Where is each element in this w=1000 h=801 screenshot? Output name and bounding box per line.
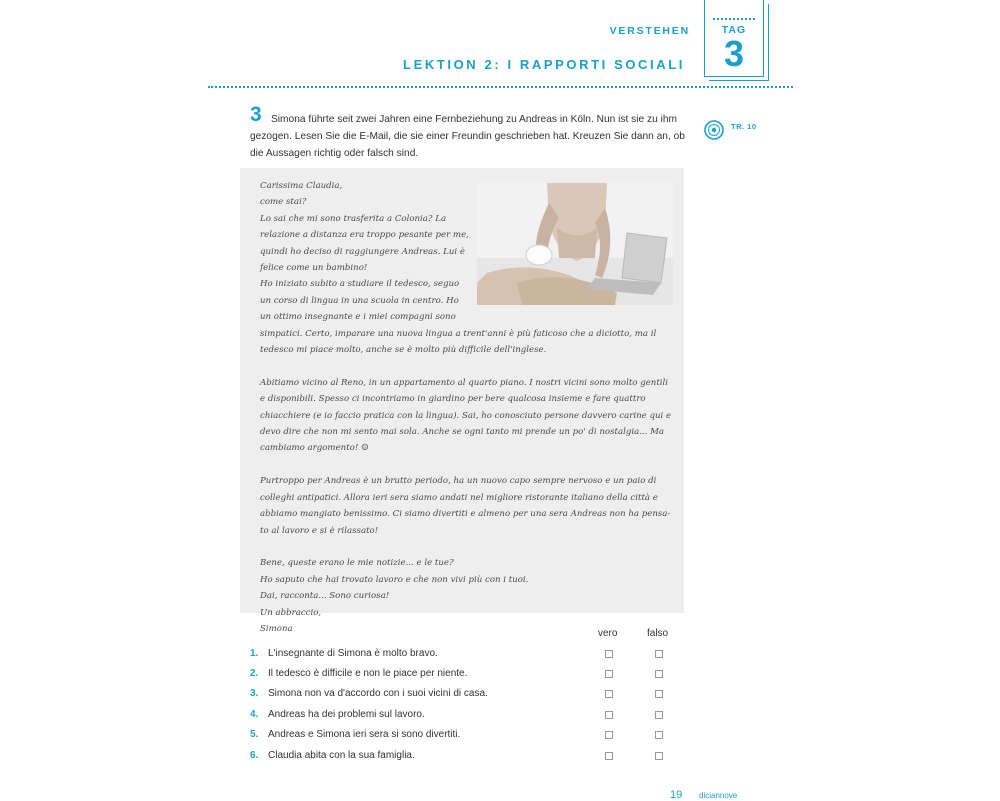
email-paragraph-1: Carissima Claudia, come stai? Lo sai che mi sono trasferita a Colonia? La relazione a distanza era troppo pesante per me, quindi ho deciso di raggiungere Andreas. Lui è felice come un bambino! Ho iniziato subito a studiare il tedesco, seguo un corso di lingua in una scuola in centro. Ho un ottimo insegnante e i miei compagni sono simpatici. Certo, imparare una nuova lingua a trent'anni è più faticoso che a diciotto, ma il tedesco mi piace molto, anche se è molto più difficile dell'inglese. xyxy=(260,181,657,356)
statement-number: 1. xyxy=(250,648,259,659)
statement-text: Andreas e Simona ieri sera si sono divertiti. xyxy=(268,729,461,740)
column-true-header: vero xyxy=(598,628,618,639)
statement-text: Simona non va d'accordo con i suoi vicini di casa. xyxy=(268,688,488,699)
false-checkbox[interactable] xyxy=(655,731,663,739)
audio-track-label: TR. 10 xyxy=(731,122,757,131)
false-checkbox[interactable] xyxy=(655,650,663,658)
page-number: 19 xyxy=(670,789,683,801)
lesson-title: LEKTION 2: I RAPPORTI SOCIALI xyxy=(403,57,685,72)
false-checkbox[interactable] xyxy=(655,690,663,698)
statement-number: 3. xyxy=(250,688,259,699)
statement-text: Andreas ha dei problemi sul lavoro. xyxy=(268,709,425,720)
statement-number: 6. xyxy=(250,750,259,761)
statement-number: 5. xyxy=(250,729,259,740)
statement-row xyxy=(250,709,680,729)
true-checkbox[interactable] xyxy=(605,731,613,739)
header-divider xyxy=(208,86,793,88)
tag-label: TAG xyxy=(721,24,747,36)
statement-row xyxy=(250,668,680,688)
email-paragraph-4: Bene, queste erano le mie notizie... e le tue? Ho saputo che hai trovato lavoro e che non vivi più con i tuoi. Dai, racconta... Sono curiosa! Un abbraccio, Simona xyxy=(260,558,529,634)
true-checkbox[interactable] xyxy=(605,752,613,760)
false-checkbox[interactable] xyxy=(655,752,663,760)
column-false-header: falso xyxy=(647,628,669,639)
page-number-word: diciannove xyxy=(699,791,738,800)
false-checkbox[interactable] xyxy=(655,670,663,678)
exercise-number: 3 xyxy=(250,103,262,126)
woman-laptop-photo xyxy=(477,183,673,305)
true-checkbox[interactable] xyxy=(605,690,613,698)
true-checkbox[interactable] xyxy=(605,650,613,658)
section-kicker: VERSTEHEN xyxy=(609,25,690,37)
email-paragraph-2: Abitiamo vicino al Reno, in un appartamento al quarto piano. I nostri vicini sono molto gentili e disponibili. Spesso ci incontriamo in giardino per bere qualcosa insieme e fare quattro chiacchiere (e io faccio pratica con la lingua). Sai, ho conosciuto persone davvero carine qui e devo dire che non mi sento mai sola. Anche se ogni tanto mi prende un po' di nostalgia... Ma cambiamo argomento! ☺ xyxy=(260,377,672,454)
true-checkbox[interactable] xyxy=(605,711,613,719)
statement-text: Il tedesco è difficile e non le piace per niente. xyxy=(268,668,468,679)
exercise-instruction: Simona führte seit zwei Jahren eine Fernbeziehung zu Andreas in Köln. Nun ist sie zu ihm gezogen. Lesen Sie die E-Mail, die sie einer Freundin geschrieben hat. Kreuzen Sie dann an, ob die Aussagen richtig oder falsch sind. xyxy=(250,114,685,159)
email-letter xyxy=(260,178,672,637)
statement-row xyxy=(250,729,680,749)
day-tab xyxy=(704,0,764,77)
true-checkbox[interactable] xyxy=(605,670,613,678)
email-paragraph-3: Purtroppo per Andreas è un brutto periodo, ha un nuovo capo sempre nervoso e un paio di colleghi antipatici. Allora ieri sera siamo andati nel migliore ristorante italiano della città e abbiamo mangiato benissimo. Ci siamo divertiti e almeno per una sera Andreas non ha pensa-to al lavoro e si è rilassato! xyxy=(260,476,671,536)
statement-text: L'insegnante di Simona è molto bravo. xyxy=(268,648,438,659)
audio-cd-icon[interactable] xyxy=(704,120,724,140)
statement-number: 4. xyxy=(250,709,259,720)
statement-number: 2. xyxy=(250,668,259,679)
statement-row xyxy=(250,648,680,668)
statement-row xyxy=(250,750,680,770)
statement-row xyxy=(250,688,680,708)
statement-text: Claudia abita con la sua famiglia. xyxy=(268,750,415,761)
tab-dotted-line xyxy=(713,18,755,20)
false-checkbox[interactable] xyxy=(655,711,663,719)
tag-number: 3 xyxy=(723,33,745,74)
